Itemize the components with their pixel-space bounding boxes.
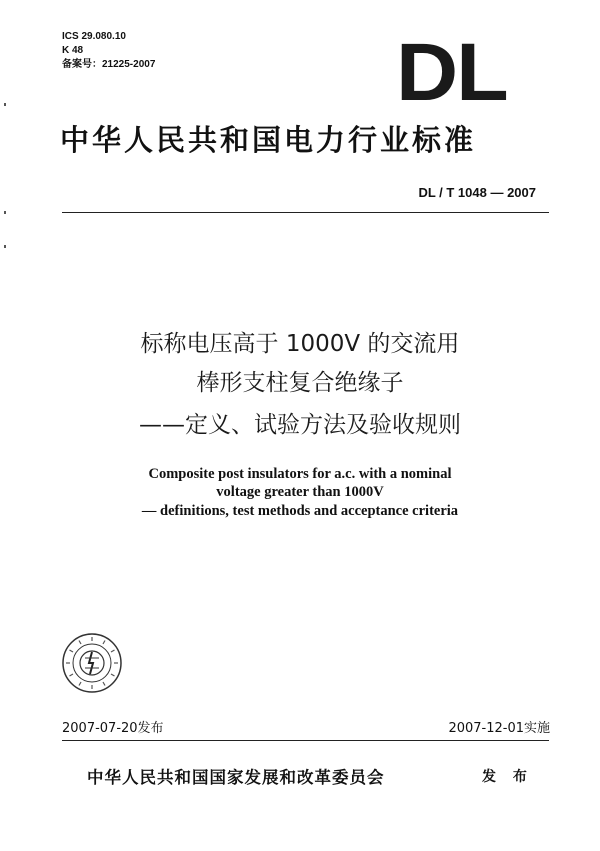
issuing-authority: 中华人民共和国国家发展和改革委员会 (87, 768, 385, 787)
scan-speck (4, 211, 6, 214)
publisher-seal-icon (61, 632, 123, 694)
bottom-divider (62, 740, 549, 741)
ics-code: ICS 29.080.10 (62, 31, 126, 42)
top-divider (62, 212, 549, 213)
scan-speck (4, 103, 6, 106)
seal-graphic (61, 632, 123, 694)
title-en-line-2: voltage greater than 1000V (216, 484, 384, 500)
classification-code: K 48 (62, 45, 84, 56)
title-zh-line-2: 棒形支柱复合绝缘子 (196, 370, 404, 396)
implementation-date: 2007-12-01实施 (448, 721, 550, 736)
industry-standard-title: 中华人民共和国电力行业标准 (60, 123, 477, 157)
dl-logo: DL (396, 27, 507, 118)
publish-date: 2007-07-20发布 (62, 721, 164, 736)
title-en-line-1: Composite post insulators for a.c. with a nominal (148, 466, 452, 482)
title-zh-line-1: 标称电压高于 1000V 的交流用 (140, 331, 460, 357)
record-number: 备案号：21225-2007 (62, 59, 156, 70)
scan-speck (4, 245, 6, 248)
title-zh-line-3: ——定义、试验方法及验收规则 (139, 412, 461, 438)
release-label: 发 布 (482, 769, 533, 785)
title-en-line-3: — definitions, test methods and acceptance criteria (141, 503, 459, 519)
standard-number: DL / T 1048 — 2007 (418, 185, 536, 200)
